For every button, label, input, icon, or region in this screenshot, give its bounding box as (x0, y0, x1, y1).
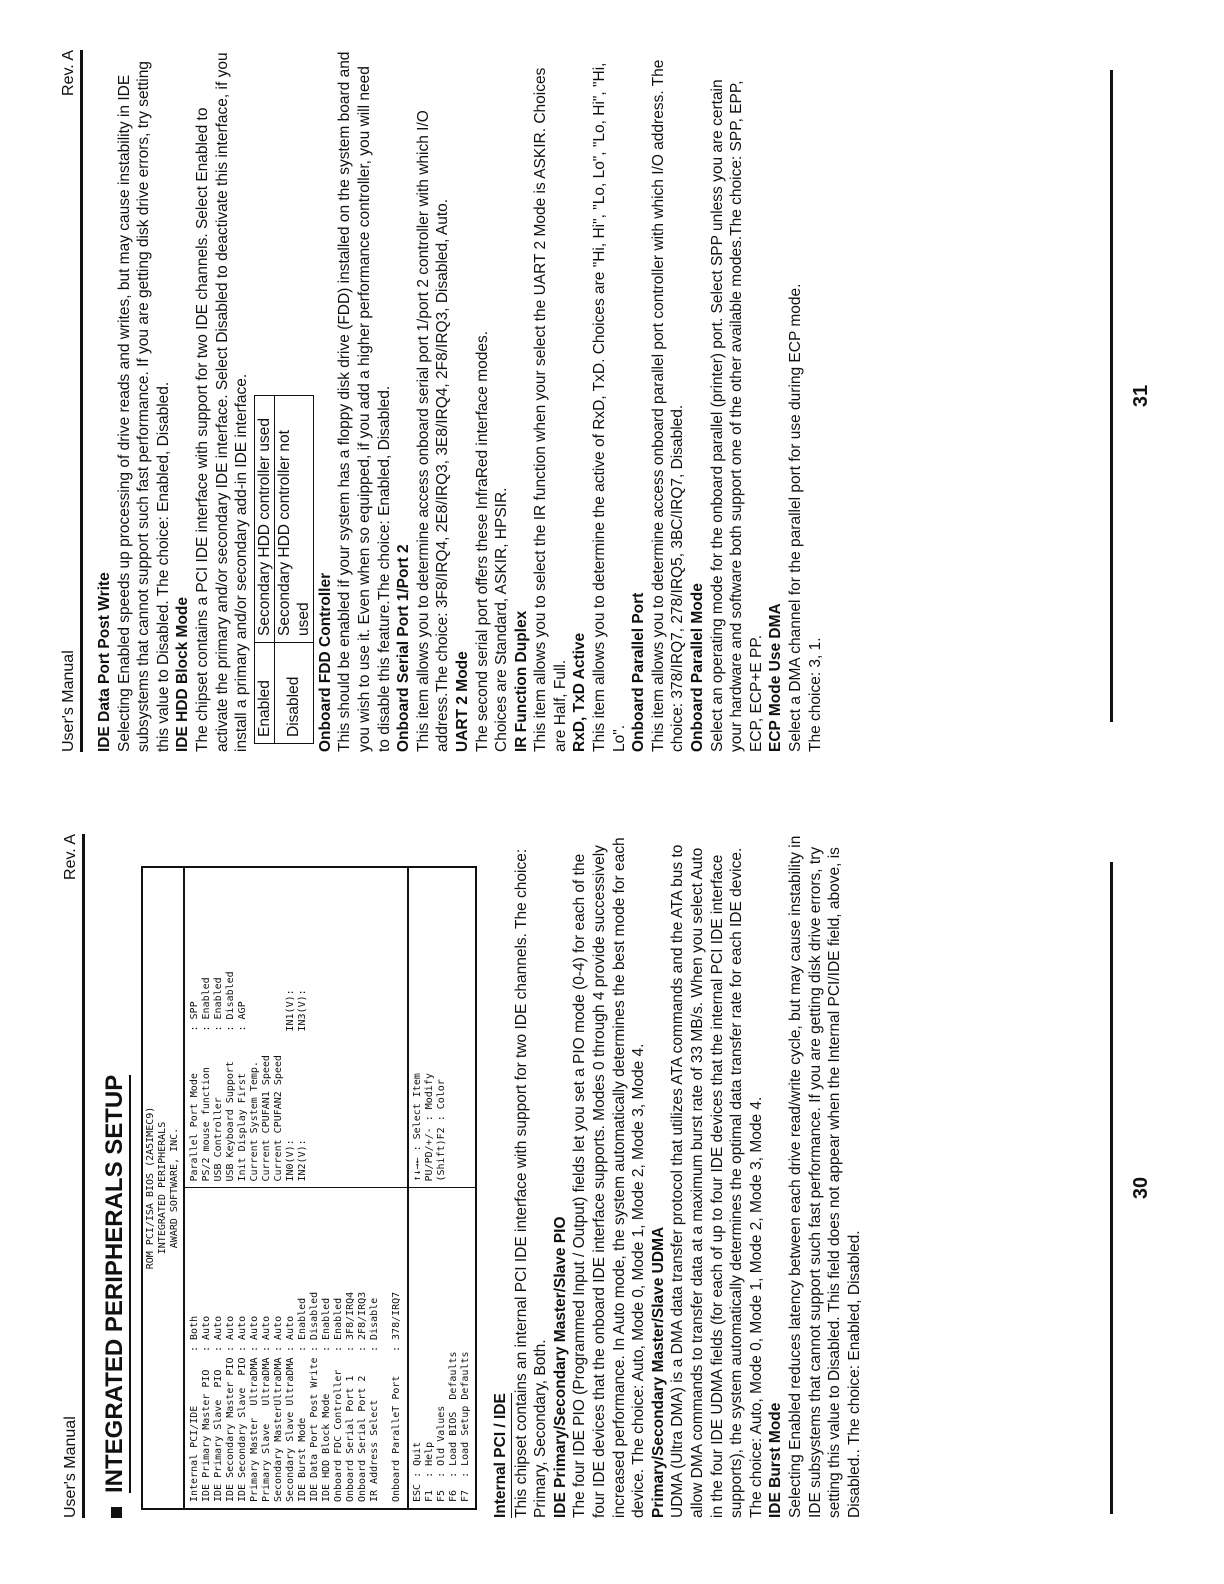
bios-key-hint: ESC : Quit (412, 1441, 423, 1502)
bios-setting-row[interactable] (321, 1195, 333, 1503)
bios-header-line: ROM PCI/ISA BIOS (2A5IMEC9) (145, 1106, 156, 1270)
bios-setting-label: IN0(V): (285, 1139, 296, 1182)
bios-setting-value: : Enabled (213, 977, 224, 1032)
bios-setting-value: : Auto (285, 1315, 296, 1352)
bios-setting-label: Init Display First (237, 1073, 248, 1182)
bios-setting-row[interactable] (189, 1195, 201, 1503)
hdd-controller-table (254, 395, 314, 744)
bios-setting-label: IDE HDD Block Mode (321, 1393, 332, 1502)
bios-setting-value: : 2F8/IRQ3 (357, 1291, 368, 1352)
bios-setting-row[interactable] (237, 874, 249, 1182)
heading-burst: IDE Burst Mode (767, 1402, 785, 1518)
bios-setting-value: : 378/IRQ7 (391, 1291, 402, 1352)
bios-setting-value: : SPP (189, 1001, 200, 1032)
bios-setting-row[interactable] (345, 1195, 357, 1503)
bios-setting-value: : Auto (201, 1315, 212, 1352)
bios-setting-label: Secondary Slave UltraDMA (285, 1357, 296, 1502)
bios-setting-row[interactable] (225, 1195, 237, 1503)
table-row (254, 396, 274, 744)
bios-setting-row[interactable] (249, 1195, 261, 1503)
bios-setting-row[interactable] (369, 1195, 381, 1503)
bios-keys-right (409, 868, 475, 1189)
bios-setting-row[interactable] (249, 874, 261, 1182)
bios-setting-row[interactable] (273, 1195, 285, 1503)
bios-setting-value: : Disabled (225, 971, 236, 1032)
bios-setting-row[interactable] (261, 1195, 273, 1503)
bios-setting-value: : Disable (369, 1297, 380, 1352)
bios-setting-label: Current CPUFAN2 Speed (273, 1055, 284, 1182)
bios-setting-value: : Disabled (309, 1291, 320, 1352)
bios-setting-label: Onboard Serial Port 1 (345, 1375, 356, 1502)
bios-header (143, 868, 185, 1508)
paragraph-ecp-dma-b: The choice: 3, 1. (806, 637, 824, 752)
paragraph-burst: Selecting Enabled reduces latency between each drive read/write cycle, but may cause instability in IDE subsystems that cannot support such fast performance. If you are getting disk drive errors, try setting this value to Disabled. This field does not appear when the Internal PCI/IDE field, above, is Disabled.. The choice: Enabled, Disabled. (786, 835, 863, 1518)
bios-setting-row[interactable] (213, 1195, 225, 1503)
page-30 (0, 792, 1224, 1584)
bios-setting-row[interactable] (225, 874, 237, 1182)
paragraph-parallel-mode: Select an operating mode for the onboard parallel (printer) port. Select SPP unless you are certain your hardware and software both support one of the other available modes.The choice: SPP, EPP, ECP, ECP+E PP. (708, 79, 765, 752)
paragraph-rxd-txd: This item allows you to determine the active of RxD, TxD. Choices are "Hi, Hi", "Lo, Lo", "Lo, Hi", "Hi, Lo". (591, 62, 628, 752)
table-cell: Secondary HDD controller used (254, 396, 274, 643)
bios-screen (141, 866, 477, 1510)
heading-parallel-port: Onboard Parallel Port (630, 592, 648, 752)
bios-setting-value: : Auto (273, 1315, 284, 1352)
heading-internal-pci-ide: Internal PCI / IDE (491, 1393, 512, 1518)
bios-key-hint: ↑↓→← : Select Item (412, 1073, 423, 1182)
footer-rule (1110, 862, 1113, 1514)
bios-setting-row[interactable] (261, 874, 273, 1182)
bios-setting-label: IDE Secondary Master PIO (225, 1357, 236, 1502)
heading-ecp-dma: ECP Mode Use DMA (767, 603, 785, 752)
heading-parallel-mode: Onboard Parallel Mode (689, 583, 707, 752)
bios-setting-value: : Enabled (297, 1297, 308, 1352)
bios-setting-label: IDE Primary Master PIO (201, 1369, 212, 1502)
heading-pio: IDE Primary/Secondary Master/Slave PIO (551, 1216, 569, 1518)
bios-setting-row[interactable] (201, 1195, 213, 1503)
heading-uart2: UART 2 Mode (453, 651, 471, 752)
bios-setting-row[interactable] (285, 874, 297, 1182)
bios-setting-label: Onboard FDC Controller (333, 1369, 344, 1502)
paragraph-fdd: This should be enabled if your system has a floppy disk drive (FDD) installed on the system board and you wish to use it. Even when so equipped, if you add a higher performance controller, you will need to disable this feature.The choice: Enabled, Disabled. (336, 51, 393, 752)
paragraph-serial: This item allows you to determine access onboard serial port 1/port 2 controller with which I/O address.The choice: 3F8/IRQ4, 2E8/IRQ3, 3E8/IRQ4, 2F8/IRQ3, Disabled, Auto. (414, 110, 452, 752)
bios-header-line: INTEGRATED PERIPHERALS (157, 1121, 168, 1255)
bios-setting-row[interactable] (201, 874, 213, 1182)
bios-setting-row[interactable] (333, 1195, 345, 1503)
bios-setting-row[interactable] (213, 874, 225, 1182)
bios-main (185, 868, 409, 1508)
bios-setting-label: IDE Burst Mode (297, 1417, 308, 1502)
bios-setting-row[interactable] (189, 874, 201, 1182)
bios-left-column (185, 1189, 407, 1509)
bios-key-hint: PU/PD/+/- : Modify (424, 1073, 435, 1182)
paragraph-ir-duplex: This item allows you to select the IR function when your select the UART 2 Mode is ASKIR. Choices are Half, Full. (532, 67, 569, 752)
paragraph-udma: UDMA (Ultra DMA) is a DMA data transfer protocol that utilizes ATA commands and the ATA bus to allow DMA commands to transfer data at a maximum burst rate of 33 MB/s. When you select Auto in the four IDE UDMA fields (for each of up to four IDE devices that the internal PCI IDE interface supports), the system automatically determines the optimal data transfer rate for each IDE device. The choice: Auto, Mode 0, Mode 1, Mode 2, Mode 3, Mode 4. (669, 844, 765, 1518)
bios-setting-label: Primary Master UltraDMA (249, 1357, 260, 1502)
paragraph-internal-pci-ide: This chipset contains an internal PCI IDE interface with support for two IDE channels. The choice: Primary, Secondary, Both. (512, 848, 550, 1518)
bios-setting-label: IDE Data Port Post Write (309, 1357, 320, 1502)
page-header (62, 834, 85, 1518)
bios-setting-label: Onboard ParalleT Port (391, 1375, 402, 1502)
bios-key-hint: F7 : Load Setup Defaults (460, 1351, 471, 1502)
section-title (101, 834, 131, 1518)
bios-setting-value: : 3F8/IRQ4 (345, 1291, 356, 1352)
table-row (274, 396, 313, 744)
header-revision: Rev. A (60, 50, 77, 96)
paragraph-ecp-dma-a: Select a DMA channel for the parallel port for use during ECP mode. (787, 283, 804, 752)
bios-setting-row[interactable] (285, 1195, 297, 1503)
bios-setting-value: : Auto (237, 1315, 248, 1352)
bios-setting-label: Secondary MasterUltraDMA (273, 1357, 284, 1502)
paragraph-post-write: Selecting Enabled speeds up processing of drive reads and writes, but may cause instability in IDE subsystems that cannot support such fast performance. If you are getting disk drive errors, try setting this value to Disabled. The choice: Enabled, Disabled. (115, 61, 172, 752)
page-number: 30 (1130, 1176, 1152, 1200)
bios-setting-label: Onboard Serial Port 2 (357, 1375, 368, 1502)
bios-setting-label: Current System Temp. (249, 1061, 260, 1182)
bios-key-hint: F5 : Old Values (436, 1405, 447, 1502)
bios-key-help (409, 868, 475, 1508)
heading-rxd-txd: RxD, TxD Active (571, 632, 589, 752)
bullet-square-icon (111, 1507, 122, 1518)
bios-header-line: AWARD SOFTWARE, INC. (169, 1127, 180, 1249)
table-cell: Secondary HDD controller not used (274, 396, 313, 643)
bios-setting-label: Internal PCI/IDE (189, 1405, 200, 1502)
header-title: User's Manual (60, 650, 77, 752)
page-30-body (485, 834, 864, 1518)
page-31-body (95, 50, 825, 752)
bios-setting-value: : Enabled (201, 977, 212, 1032)
section-title-text: INTEGRATED PERIPHERALS SETUP (101, 1075, 131, 1493)
bios-setting-row[interactable] (297, 1195, 309, 1503)
bios-setting-row[interactable] (273, 874, 285, 1182)
heading-serial: Onboard Serial Port 1/Port 2 (395, 544, 413, 752)
bios-setting-value: IN1(V): (285, 989, 296, 1032)
paragraph-uart2-a: The second serial port offers these InfraRed interface modes. (473, 330, 491, 752)
bios-setting-row[interactable] (391, 1195, 403, 1503)
bios-setting-label: Current CPUFAN1 Speed (261, 1055, 272, 1182)
bios-setting-row[interactable] (297, 874, 309, 1182)
bios-key-hint: (Shift)F2 : Color (436, 1079, 447, 1182)
bios-right-column (185, 868, 407, 1189)
bios-setting-value: : Auto (225, 1315, 236, 1352)
header-revision: Rev. A (62, 834, 79, 880)
page-header (60, 50, 83, 752)
bios-setting-value: IN3(V): (297, 989, 308, 1032)
heading-ir-duplex: IR Function Duplex (512, 610, 530, 752)
bios-setting-value: : Enabled (333, 1297, 344, 1352)
header-title: User's Manual (62, 1416, 79, 1518)
heading-fdd: Onboard FDD Controller (316, 572, 334, 752)
paragraph-uart2-b: Choices are Standard, ASKIR, HPSIR. (493, 487, 511, 752)
bios-setting-row[interactable] (237, 1195, 249, 1503)
table-cell: Enabled (254, 643, 274, 744)
bios-setting-value: : AGP (237, 1001, 248, 1032)
heading-udma: Primary/Secondary Master/Slave UDMA (649, 1226, 667, 1518)
bios-setting-value: : Auto (261, 1315, 272, 1352)
bios-setting-label: IDE Secondary Slave PIO (237, 1357, 248, 1502)
bios-setting-label: USB Keyboard Support (225, 1061, 236, 1182)
table-cell: Disabled (274, 643, 313, 744)
bios-setting-label: IR Address Select (369, 1399, 380, 1502)
bios-key-hint: F6 : Load BIOS Defaults (448, 1351, 459, 1502)
bios-setting-label: IDE Primary Slave PIO (213, 1369, 224, 1502)
bios-key-hint: F1 : Help (424, 1441, 435, 1502)
bios-setting-label: Parallel Port Mode (189, 1073, 200, 1182)
bios-setting-value: : Enabled (321, 1297, 332, 1352)
bios-keys-left (409, 1189, 475, 1509)
bios-setting-row[interactable] (309, 1195, 321, 1503)
bios-setting-value: : Auto (249, 1315, 260, 1352)
paragraph-parallel-port: This item allows you to determine access onboard parallel port controller with which I/O address. The choice: 378/IRQ7, 278/IRQ5, 3BC/IRQ7, Disabled. (649, 59, 687, 752)
spacer (381, 1195, 391, 1503)
bios-setting-value: : Auto (213, 1315, 224, 1352)
bios-setting-label: Primary Slave UltraDMA (261, 1357, 272, 1502)
paragraph-block-mode: The chipset contains a PCI IDE interface with support for two IDE channels. Select Enabled to activate the primary and/or secondary IDE interface. Select Disabled to deactivate this interface, if you install a primary and/or secondary add-in IDE interface. (193, 52, 251, 752)
heading-block-mode: IDE HDD Block Mode (174, 596, 192, 752)
paragraph-pio: The four IDE PIO (Programmed Input / Output) fields let you set a PIO mode (0-4) for each of the four IDE devices that the onboard IDE interface supports. Modes 0 through 4 provide successively increased performance. In Auto mode, the system automatically determines the best mode for each device. The choice: Auto, Mode 0, Mode 1, Mode 2, Mode 3, Mode 4. (571, 837, 648, 1518)
bios-setting-label: IN2(V): (297, 1139, 308, 1182)
heading-post-write: IDE Data Port Post Write (96, 572, 113, 752)
footer-rule (1110, 70, 1113, 722)
bios-setting-value: : Both (189, 1315, 200, 1352)
bios-setting-row[interactable] (357, 1195, 369, 1503)
bios-setting-label: USB Controller (213, 1097, 224, 1182)
page-number: 31 (1130, 384, 1152, 408)
bios-setting-label: PS/2 mouse function (201, 1067, 212, 1182)
